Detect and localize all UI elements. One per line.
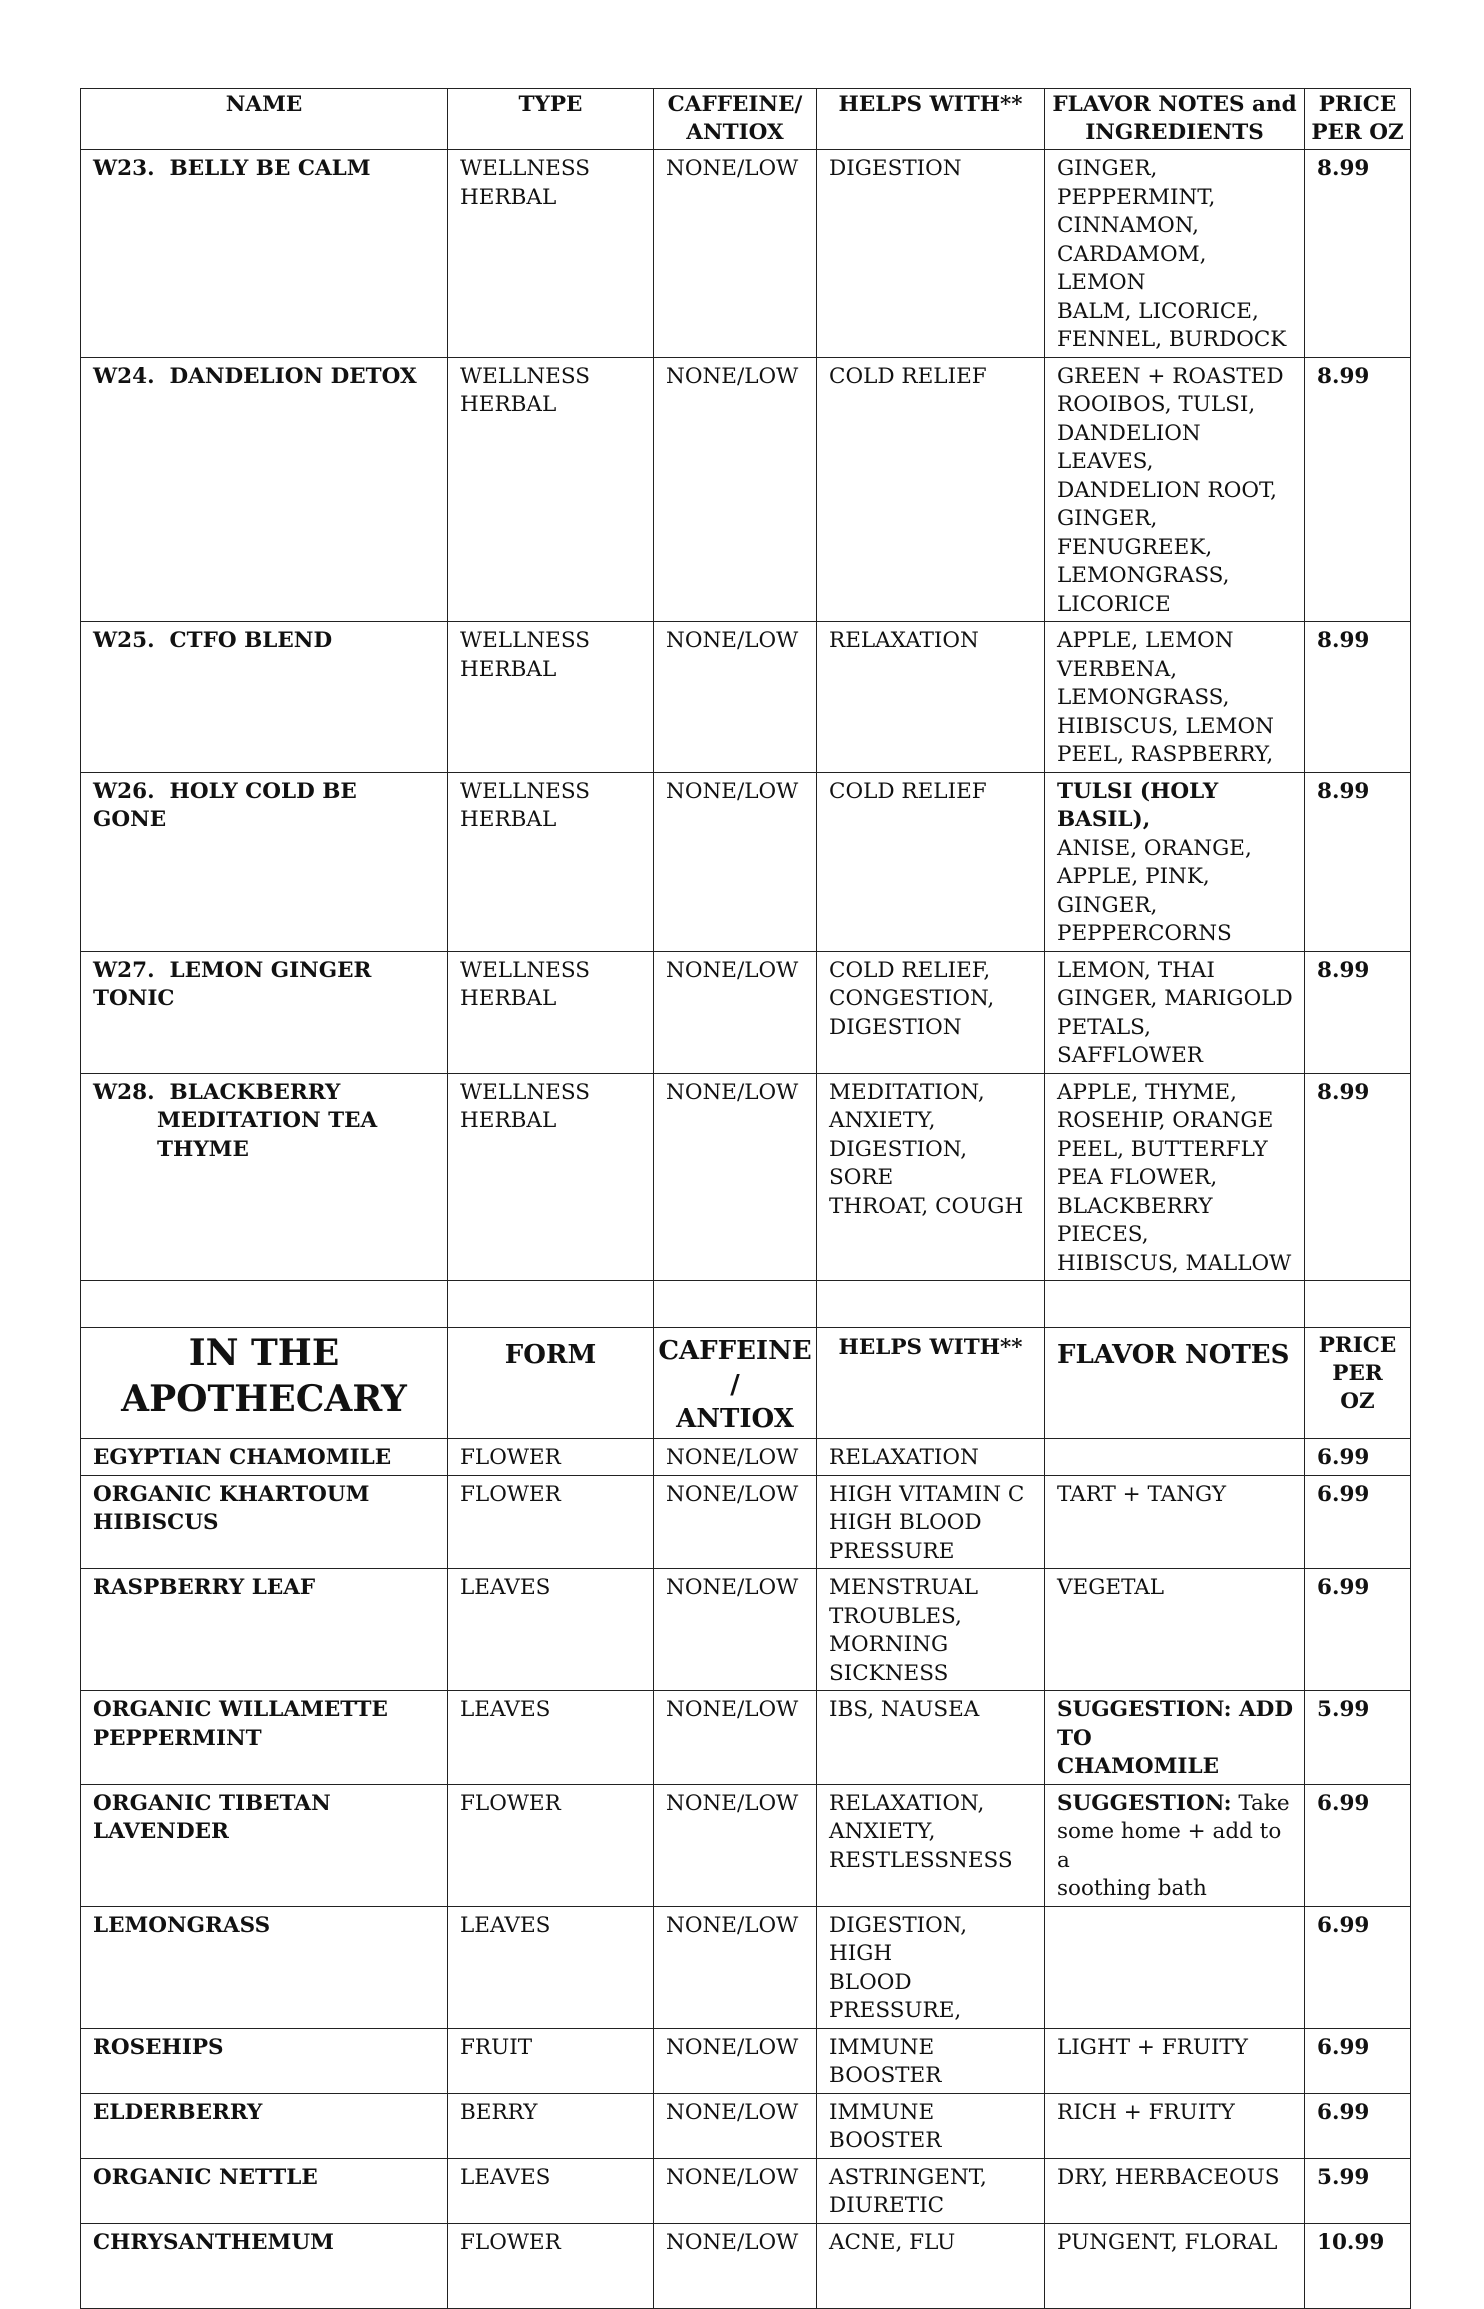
price-cell: 8.99 bbox=[1305, 622, 1411, 773]
cell-line: ROSEHIP, ORANGE bbox=[1057, 1108, 1274, 1133]
tea-type-cell bbox=[448, 772, 654, 951]
herb-name-cell bbox=[81, 1906, 448, 2028]
flavor-cell bbox=[1045, 772, 1305, 951]
cell-line: MENSTRUAL bbox=[829, 1575, 979, 1600]
header-helps-with-2: HELPS WITH** bbox=[817, 1328, 1045, 1439]
tea-code: W27. bbox=[93, 957, 155, 983]
cell-line: APPLE, PINK, GINGER, bbox=[1057, 864, 1210, 918]
apothecary-row bbox=[81, 2028, 1411, 2093]
form-cell: LEAVES bbox=[448, 1906, 654, 2028]
caffeine-cell: NONE/LOW bbox=[654, 2223, 817, 2308]
flavor-cell bbox=[1045, 2158, 1305, 2223]
spacer-cell bbox=[448, 1281, 654, 1328]
cell-line: APPLE, LEMON bbox=[1057, 628, 1234, 653]
cell-line: GINGER, FENUGREEK, bbox=[1057, 506, 1213, 560]
cell-line: RESTLESSNESS bbox=[829, 1847, 1013, 1873]
cell-line: PUNGENT, FLORAL bbox=[1057, 2229, 1278, 2255]
header-price-2 bbox=[1305, 1328, 1411, 1439]
price-cell: 6.99 bbox=[1305, 1475, 1411, 1569]
apothecary-row bbox=[81, 2158, 1411, 2223]
tea-code: W25. bbox=[93, 628, 155, 653]
herb-name-cell bbox=[81, 2028, 448, 2093]
cell-line: IBS, NAUSEA bbox=[829, 1697, 980, 1722]
cell-line: HIBISCUS, MALLOW bbox=[1057, 1250, 1292, 1276]
tea-code: W28. bbox=[93, 1079, 155, 1105]
cell-line: WELLNESS bbox=[460, 1079, 590, 1105]
helps-with-cell bbox=[817, 150, 1045, 358]
tea-type-cell bbox=[448, 1073, 654, 1281]
flavor-cell bbox=[1045, 1569, 1305, 1691]
cell-line: ANXIETY, bbox=[829, 1108, 936, 1133]
flavor-suggestion-line bbox=[1057, 1790, 1294, 1819]
tea-code: W26. bbox=[93, 778, 155, 804]
apothecary-title-line: IN THE bbox=[188, 1332, 340, 1374]
form-cell: FLOWER bbox=[448, 1784, 654, 1906]
herb-name-cell bbox=[81, 1439, 448, 1476]
cell-line: LEMONGRASS, bbox=[1057, 563, 1230, 588]
spacer-cell bbox=[1305, 1281, 1411, 1328]
cell-line: GREEN + ROASTED bbox=[1057, 363, 1284, 389]
cell-line: PETALS, SAFFLOWER bbox=[1057, 1014, 1203, 1068]
price-cell: 5.99 bbox=[1305, 1691, 1411, 1785]
form-cell: LEAVES bbox=[448, 2158, 654, 2223]
cell-line: DIGESTION, HIGH bbox=[829, 1912, 968, 1966]
spacer-cell bbox=[654, 1281, 817, 1328]
cell-line: RELAXATION bbox=[829, 1445, 979, 1470]
header-caffeine-line: CAFFEINE/ bbox=[658, 1336, 812, 1400]
cell-line: ASTRINGENT, bbox=[829, 2164, 987, 2190]
flavor-cell bbox=[1045, 951, 1305, 1073]
cell-line: MORNING bbox=[829, 1632, 949, 1657]
apothecary-row bbox=[81, 2223, 1411, 2308]
cell-line: WELLNESS bbox=[460, 778, 590, 804]
helps-with-cell bbox=[817, 1073, 1045, 1281]
cell-line: HERBAL bbox=[460, 656, 557, 682]
cell-line: HIGH BLOOD bbox=[829, 1510, 982, 1535]
wellness-row bbox=[81, 1073, 1411, 1281]
cell-line: GINGER, MARIGOLD bbox=[1057, 986, 1293, 1011]
cell-line: DIGESTION bbox=[829, 156, 962, 181]
header-type: TYPE bbox=[448, 89, 654, 150]
tea-menu-table bbox=[80, 88, 1411, 2309]
helps-with-cell bbox=[817, 2158, 1045, 2223]
price-cell: 8.99 bbox=[1305, 357, 1411, 622]
cell-line: LEMONGRASS, bbox=[1057, 685, 1230, 710]
cell-line: HERBAL bbox=[460, 392, 557, 417]
tea-code: W24. bbox=[93, 363, 155, 389]
header-caffeine-line: ANTIOX bbox=[686, 120, 784, 145]
cell-line: VERBENA, bbox=[1057, 656, 1178, 682]
spacer-cell bbox=[817, 1281, 1045, 1328]
apothecary-title-line: APOTHECARY bbox=[121, 1378, 407, 1420]
cell-line: LIGHT + FRUITY bbox=[1057, 2034, 1248, 2060]
header-price bbox=[1305, 89, 1411, 150]
flavor-cell bbox=[1045, 2028, 1305, 2093]
apothecary-row bbox=[81, 1475, 1411, 1569]
apothecary-row bbox=[81, 1439, 1411, 1476]
helps-with-cell bbox=[817, 1475, 1045, 1569]
caffeine-cell: NONE/LOW bbox=[654, 1073, 817, 1281]
cell-line: CHAMOMILE bbox=[1057, 1754, 1219, 1779]
cell-line: ORGANIC WILLAMETTE bbox=[93, 1697, 388, 1722]
spacer-row bbox=[81, 1281, 1411, 1328]
cell-line: ORGANIC NETTLE bbox=[93, 2164, 318, 2190]
flavor-cell bbox=[1045, 1906, 1305, 2028]
tea-name: BLACKBERRY bbox=[169, 1079, 341, 1105]
cell-line: IMMUNE BOOSTER bbox=[829, 2099, 942, 2153]
cell-line: BLOOD PRESSURE, bbox=[829, 1969, 962, 2023]
cell-line: HERBAL bbox=[460, 184, 557, 210]
cell-line: COLD RELIEF, bbox=[829, 957, 991, 983]
wellness-row bbox=[81, 622, 1411, 773]
flavor-bold-line: TULSI (HOLY BASIL), bbox=[1057, 778, 1219, 832]
cell-line: CINNAMON, bbox=[1057, 213, 1200, 238]
cell-line: BLACKBERRY PIECES, bbox=[1057, 1193, 1213, 1247]
form-cell: LEAVES bbox=[448, 1569, 654, 1691]
price-cell: 8.99 bbox=[1305, 772, 1411, 951]
tea-name-cell bbox=[81, 622, 448, 773]
cell-line: HERBAL bbox=[460, 986, 557, 1011]
wellness-row bbox=[81, 357, 1411, 622]
cell-line: CONGESTION, bbox=[829, 986, 995, 1011]
cell-line: WELLNESS bbox=[460, 957, 590, 983]
header-caffeine-line: ANTIOX bbox=[676, 1404, 794, 1434]
apothecary-row bbox=[81, 1569, 1411, 1691]
price-cell: 8.99 bbox=[1305, 951, 1411, 1073]
price-cell: 6.99 bbox=[1305, 1439, 1411, 1476]
caffeine-cell: NONE/LOW bbox=[654, 1569, 817, 1691]
tea-name-cell bbox=[81, 1073, 448, 1281]
cell-line: DANDELION LEAVES, bbox=[1057, 420, 1201, 474]
cell-line: RASPBERRY LEAF bbox=[93, 1575, 316, 1600]
tea-type-cell bbox=[448, 951, 654, 1073]
cell-line: BALM, LICORICE, bbox=[1057, 298, 1259, 324]
header-flavor-line: INGREDIENTS bbox=[1085, 120, 1264, 145]
suggestion-label: SUGGESTION: bbox=[1057, 1790, 1232, 1816]
price-cell: 6.99 bbox=[1305, 1784, 1411, 1906]
flavor-cell bbox=[1045, 150, 1305, 358]
flavor-cell bbox=[1045, 1475, 1305, 1569]
header-flavor-line: FLAVOR NOTES and bbox=[1052, 92, 1297, 117]
cell-line: RELAXATION, bbox=[829, 1790, 985, 1816]
cell-line: TART + TANGY bbox=[1057, 1481, 1227, 1507]
helps-with-cell bbox=[817, 622, 1045, 773]
cell-line: ACNE, FLU bbox=[829, 2229, 956, 2255]
tea-name-line bbox=[93, 627, 437, 656]
apothecary-rows bbox=[81, 1439, 1411, 2309]
cell-line: HERBAL bbox=[460, 807, 557, 832]
caffeine-cell: NONE/LOW bbox=[654, 1784, 817, 1906]
tea-name-line bbox=[93, 778, 437, 835]
tea-name-continued: MEDITATION TEA bbox=[157, 1108, 378, 1133]
caffeine-cell: NONE/LOW bbox=[654, 1475, 817, 1569]
wellness-rows bbox=[81, 150, 1411, 1281]
cell-line: ROSEHIPS bbox=[93, 2034, 224, 2060]
flavor-cell bbox=[1045, 2223, 1305, 2308]
flavor-cell bbox=[1045, 2093, 1305, 2158]
flavor-cell bbox=[1045, 1073, 1305, 1281]
helps-with-cell bbox=[817, 2028, 1045, 2093]
cell-line: TROUBLES, bbox=[829, 1603, 962, 1629]
tea-name-cell bbox=[81, 150, 448, 358]
cell-line: SUGGESTION: ADD TO bbox=[1057, 1697, 1293, 1751]
cell-line: RELAXATION bbox=[829, 628, 979, 653]
flavor-cell bbox=[1045, 357, 1305, 622]
header-price-line: PRICE bbox=[1318, 1333, 1397, 1358]
tea-name-line bbox=[93, 155, 437, 184]
helps-with-cell bbox=[817, 951, 1045, 1073]
helps-with-cell bbox=[817, 1784, 1045, 1906]
form-cell: FRUIT bbox=[448, 2028, 654, 2093]
apothecary-row bbox=[81, 1906, 1411, 2028]
tea-type-cell bbox=[448, 622, 654, 773]
caffeine-cell: NONE/LOW bbox=[654, 1906, 817, 2028]
cell-line: DIGESTION, SORE bbox=[829, 1136, 968, 1190]
price-cell: 6.99 bbox=[1305, 2093, 1411, 2158]
header-caffeine-2 bbox=[654, 1328, 817, 1439]
apothecary-row bbox=[81, 2093, 1411, 2158]
header-form: FORM bbox=[448, 1328, 654, 1439]
cell-line: GINGER, bbox=[1057, 156, 1158, 181]
header-flavor bbox=[1045, 89, 1305, 150]
tea-type-cell bbox=[448, 357, 654, 622]
header-price-line: PER bbox=[1332, 1361, 1383, 1386]
herb-name-cell bbox=[81, 1475, 448, 1569]
helps-with-cell bbox=[817, 1691, 1045, 1785]
herb-name-cell bbox=[81, 1784, 448, 1906]
cell-line: PEEL, BUTTERFLY bbox=[1057, 1136, 1268, 1162]
spacer-cell bbox=[81, 1281, 448, 1328]
cell-line: HIBISCUS, LEMON bbox=[1057, 713, 1274, 739]
tea-name: HOLY COLD BE GONE bbox=[93, 778, 357, 832]
herb-name-cell bbox=[81, 2093, 448, 2158]
cell-line: APPLE, THYME, bbox=[1057, 1079, 1237, 1105]
cell-line: PEEL, RASPBERRY, bbox=[1057, 742, 1274, 767]
spacer-cell bbox=[1045, 1281, 1305, 1328]
flavor-cell bbox=[1045, 622, 1305, 773]
wellness-row bbox=[81, 150, 1411, 358]
cell-line: some home + add to a bbox=[1057, 1819, 1282, 1873]
header-helps-with: HELPS WITH** bbox=[817, 89, 1045, 150]
helps-with-cell bbox=[817, 357, 1045, 622]
herb-name-cell bbox=[81, 2223, 448, 2308]
form-cell: LEAVES bbox=[448, 1691, 654, 1785]
header-caffeine-line: CAFFEINE/ bbox=[667, 92, 803, 117]
cell-line: LEMONGRASS bbox=[93, 1912, 271, 1938]
helps-with-cell bbox=[817, 1906, 1045, 2028]
cell-line: ELDERBERRY bbox=[93, 2099, 263, 2125]
form-cell: FLOWER bbox=[448, 2223, 654, 2308]
cell-line: WELLNESS bbox=[460, 156, 590, 181]
caffeine-cell: NONE/LOW bbox=[654, 2028, 817, 2093]
tea-name: DANDELION DETOX bbox=[169, 363, 417, 389]
tea-name: BELLY BE CALM bbox=[169, 156, 371, 181]
cell-line: IMMUNE BOOSTER bbox=[829, 2034, 942, 2088]
apothecary-row bbox=[81, 1784, 1411, 1906]
flavor-cell bbox=[1045, 1691, 1305, 1785]
price-cell: 10.99 bbox=[1305, 2223, 1411, 2308]
form-cell: BERRY bbox=[448, 2093, 654, 2158]
herb-name-cell bbox=[81, 1691, 448, 1785]
price-cell: 8.99 bbox=[1305, 150, 1411, 358]
caffeine-cell: NONE/LOW bbox=[654, 622, 817, 773]
cell-line: FENNEL, BURDOCK bbox=[1057, 327, 1287, 352]
tea-name-cell bbox=[81, 772, 448, 951]
caffeine-cell: NONE/LOW bbox=[654, 150, 817, 358]
cell-line: CARDAMOM, LEMON bbox=[1057, 241, 1207, 295]
cell-line: DIGESTION bbox=[829, 1014, 962, 1040]
tea-name: LEMON GINGER TONIC bbox=[93, 957, 372, 1011]
header-price-line: OZ bbox=[1340, 1389, 1375, 1414]
tea-name-continued: THYME bbox=[157, 1136, 249, 1162]
cell-line: VEGETAL bbox=[1057, 1575, 1165, 1600]
tea-code: W23. bbox=[93, 156, 155, 181]
price-cell: 6.99 bbox=[1305, 2028, 1411, 2093]
herb-name-cell bbox=[81, 1569, 448, 1691]
tea-name-line bbox=[93, 957, 437, 1014]
header-name: NAME bbox=[81, 89, 448, 150]
cell-line: EGYPTIAN CHAMOMILE bbox=[93, 1445, 392, 1470]
helps-with-cell bbox=[817, 1569, 1045, 1691]
cell-line: ANXIETY, bbox=[829, 1819, 936, 1844]
price-cell: 8.99 bbox=[1305, 1073, 1411, 1281]
cell-line: THROAT, COUGH bbox=[829, 1193, 1024, 1219]
cell-line: DRY, HERBACEOUS bbox=[1057, 2164, 1280, 2190]
cell-line: DIURETIC bbox=[829, 2193, 945, 2218]
flavor-cell bbox=[1045, 1439, 1305, 1476]
cell-line: MEDITATION, bbox=[829, 1079, 985, 1105]
cell-line: PEA FLOWER, bbox=[1057, 1165, 1218, 1190]
cell-line: ORGANIC KHARTOUM bbox=[93, 1481, 370, 1507]
tea-type-cell bbox=[448, 150, 654, 358]
wellness-row bbox=[81, 772, 1411, 951]
price-cell: 6.99 bbox=[1305, 1569, 1411, 1691]
cell-line: ANISE, ORANGE, bbox=[1057, 835, 1252, 861]
header-price-line: PER OZ bbox=[1311, 120, 1404, 145]
cell-line: PEPPERMINT, bbox=[1057, 184, 1216, 210]
helps-with-cell bbox=[817, 1439, 1045, 1476]
suggestion-text: Take bbox=[1231, 1790, 1290, 1816]
cell-line: DANDELION ROOT, bbox=[1057, 477, 1278, 503]
caffeine-cell: NONE/LOW bbox=[654, 357, 817, 622]
herb-name-cell bbox=[81, 2158, 448, 2223]
flavor-cell bbox=[1045, 1784, 1305, 1906]
cell-line: COLD RELIEF bbox=[829, 778, 987, 804]
cell-line: PRESSURE bbox=[829, 1538, 955, 1564]
cell-line: LAVENDER bbox=[93, 1819, 229, 1844]
cell-line: LEMON, THAI bbox=[1057, 957, 1215, 983]
form-cell: FLOWER bbox=[448, 1439, 654, 1476]
cell-line: COLD RELIEF bbox=[829, 363, 987, 389]
header-caffeine bbox=[654, 89, 817, 150]
cell-line: CHRYSANTHEMUM bbox=[93, 2229, 334, 2255]
caffeine-cell: NONE/LOW bbox=[654, 1691, 817, 1785]
spacer-section bbox=[81, 1281, 1411, 1328]
cell-line: RICH + FRUITY bbox=[1057, 2099, 1235, 2125]
cell-line: WELLNESS bbox=[460, 628, 590, 653]
tea-name-cell bbox=[81, 951, 448, 1073]
tea-name-line bbox=[93, 1079, 437, 1108]
caffeine-cell: NONE/LOW bbox=[654, 2093, 817, 2158]
price-cell: 5.99 bbox=[1305, 2158, 1411, 2223]
cell-line: soothing bath bbox=[1057, 1876, 1207, 1901]
cell-line: PEPPERCORNS bbox=[1057, 921, 1232, 946]
cell-line: WELLNESS bbox=[460, 363, 590, 389]
caffeine-cell: NONE/LOW bbox=[654, 1439, 817, 1476]
helps-with-cell bbox=[817, 2093, 1045, 2158]
caffeine-cell: NONE/LOW bbox=[654, 951, 817, 1073]
cell-line: HERBAL bbox=[460, 1108, 557, 1133]
tea-name-cell bbox=[81, 357, 448, 622]
cell-line: PEPPERMINT bbox=[93, 1725, 262, 1751]
caffeine-cell: NONE/LOW bbox=[654, 772, 817, 951]
helps-with-cell bbox=[817, 2223, 1045, 2308]
helps-with-cell bbox=[817, 772, 1045, 951]
caffeine-cell: NONE/LOW bbox=[654, 2158, 817, 2223]
tea-name-line bbox=[93, 363, 437, 392]
apothecary-title bbox=[81, 1328, 448, 1439]
cell-line: SICKNESS bbox=[829, 1660, 949, 1686]
wellness-row bbox=[81, 951, 1411, 1073]
cell-line: ROOIBOS, TULSI, bbox=[1057, 392, 1256, 417]
header-flavor-notes: FLAVOR NOTES bbox=[1045, 1328, 1305, 1439]
price-cell: 6.99 bbox=[1305, 1906, 1411, 2028]
wellness-header bbox=[81, 89, 1411, 150]
cell-line: HIBISCUS bbox=[93, 1510, 219, 1535]
apothecary-header bbox=[81, 1328, 1411, 1439]
cell-line: LICORICE bbox=[1057, 591, 1171, 617]
apothecary-row bbox=[81, 1691, 1411, 1785]
cell-line: HIGH VITAMIN C bbox=[829, 1481, 1025, 1507]
form-cell: FLOWER bbox=[448, 1475, 654, 1569]
cell-line: ORGANIC TIBETAN bbox=[93, 1790, 331, 1816]
tea-name: CTFO BLEND bbox=[169, 628, 333, 653]
header-price-line: PRICE bbox=[1318, 92, 1397, 117]
